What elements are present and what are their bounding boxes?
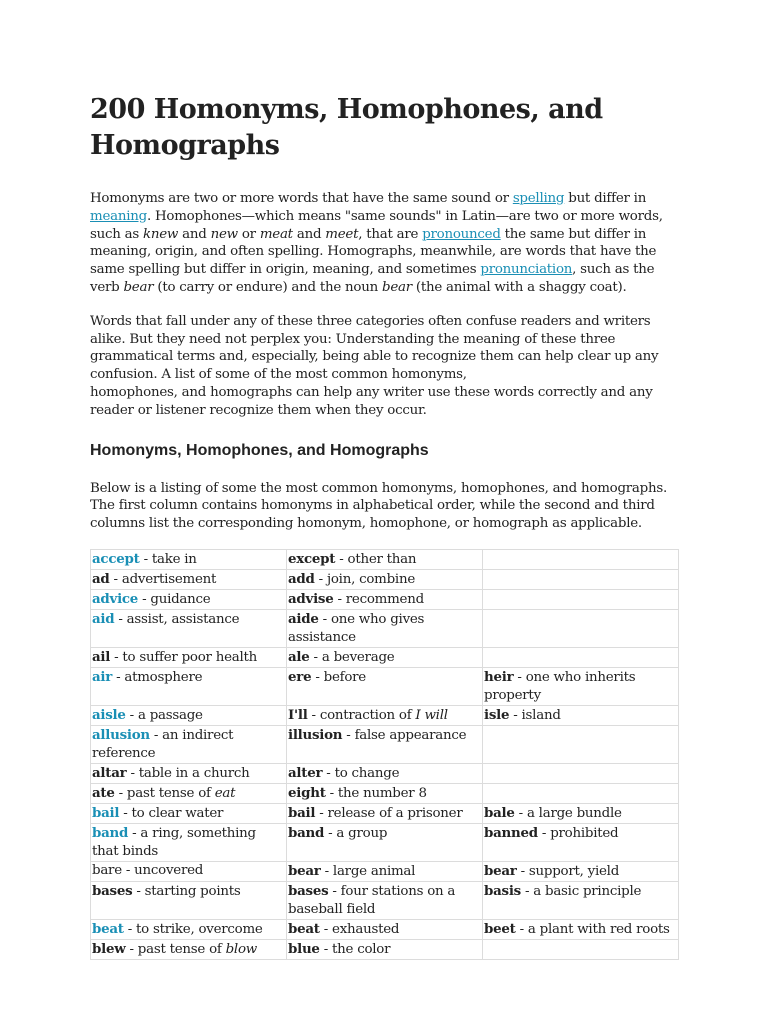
table-cell-col3 xyxy=(483,919,679,939)
table-cell-col1 xyxy=(91,667,287,705)
table-cell-col3 xyxy=(483,881,679,919)
term: banned xyxy=(484,824,538,841)
term: bail xyxy=(288,804,316,821)
table-cell-col3 xyxy=(483,705,679,725)
table-cell-col3 xyxy=(483,861,679,881)
table-row xyxy=(91,667,679,705)
definition: - to change xyxy=(322,765,400,781)
table-cell-col1 xyxy=(91,549,287,569)
definition-emphasis: I will xyxy=(415,707,448,723)
table-row xyxy=(91,725,679,763)
term: heir xyxy=(484,668,514,685)
definition: - large animal xyxy=(320,863,416,879)
table-cell-col2 xyxy=(287,647,483,667)
table-cell-col2 xyxy=(287,667,483,705)
table-row xyxy=(91,647,679,667)
definition: - to strike, overcome xyxy=(123,921,263,937)
table-cell-col2 xyxy=(287,609,483,647)
definition: - other than xyxy=(335,551,417,567)
table-cell-col1 xyxy=(91,609,287,647)
table-cell-col1 xyxy=(91,763,287,783)
term: eight xyxy=(288,784,326,801)
definition-emphasis: blow xyxy=(225,941,257,957)
table-cell-col2 xyxy=(287,939,483,959)
intro-paragraph-2: Words that fall under any of these three categories often confuse readers and writers alike. But they need not perplex you: Understanding the meaning of these three grammatical terms and, especially, being able to recognize them can help clear up any confusion. A list of some of the most common homonyms, homophones, and homographs can help any writer use these words correctly and any reader or listener recognize them when they occur. xyxy=(90,313,659,418)
definition: - the number 8 xyxy=(325,785,427,801)
definition: - four stations on a baseball field xyxy=(288,883,456,917)
definition: - starting points xyxy=(132,883,241,899)
table-cell-col3 xyxy=(483,803,679,823)
section-heading: Homonyms, Homophones, and Homographs xyxy=(90,441,429,459)
table-row xyxy=(91,939,679,959)
definition: - to suffer poor health xyxy=(110,649,258,665)
definition: - false appearance xyxy=(342,727,467,743)
table-cell-col1 xyxy=(91,569,287,589)
definition: - prohibited xyxy=(537,825,619,841)
term: I'll xyxy=(288,706,308,723)
term: altar xyxy=(92,764,127,781)
term: blew xyxy=(92,940,126,957)
term: aide xyxy=(288,610,319,627)
table-cell-col2 xyxy=(287,725,483,763)
definition: - an indirect reference xyxy=(92,727,234,761)
definition: - one who inherits property xyxy=(484,669,636,703)
definition: - atmosphere xyxy=(112,669,203,685)
term[interactable]: air xyxy=(92,668,113,685)
table-cell-col3 xyxy=(483,939,679,959)
definition: - contraction of xyxy=(307,707,416,723)
definition: - support, yield xyxy=(516,863,620,879)
table-cell-col3 xyxy=(483,823,679,861)
table-cell-col2 xyxy=(287,763,483,783)
definition: - a plant with red roots xyxy=(515,921,670,937)
table-cell-col2 xyxy=(287,823,483,861)
table-cell-col3 xyxy=(483,783,679,803)
definition: - a basic principle xyxy=(520,883,642,899)
table-cell-col2 xyxy=(287,783,483,803)
table-row xyxy=(91,569,679,589)
term: beet xyxy=(484,920,516,937)
table-row xyxy=(91,763,679,783)
table-cell-col2 xyxy=(287,861,483,881)
term: illusion xyxy=(288,726,343,743)
term[interactable]: accept xyxy=(92,550,140,567)
term: beat xyxy=(288,920,320,937)
term: add xyxy=(288,570,315,587)
term: basis xyxy=(484,882,521,899)
table-cell-col1 xyxy=(91,861,287,881)
table-cell-col2 xyxy=(287,803,483,823)
page-title: 200 Homonyms, Homophones, and Homographs xyxy=(90,94,603,161)
definition: - take in xyxy=(139,551,197,567)
table-cell-col3 xyxy=(483,609,679,647)
table-cell-col1 xyxy=(91,725,287,763)
table-row xyxy=(91,589,679,609)
table-cell-col1 xyxy=(91,783,287,803)
definition: - a beverage xyxy=(309,649,395,665)
definition-emphasis: eat xyxy=(214,785,236,801)
term: ale xyxy=(288,648,310,665)
table-cell-col3 xyxy=(483,569,679,589)
table-cell-col3 xyxy=(483,763,679,783)
definition: - join, combine xyxy=(314,571,415,587)
table-cell-col1 xyxy=(91,881,287,919)
term[interactable]: allusion xyxy=(92,726,150,743)
table-cell-col1 xyxy=(91,803,287,823)
definition: - the color xyxy=(319,941,391,957)
table-row xyxy=(91,705,679,725)
table-cell-col1 xyxy=(91,589,287,609)
term: ate xyxy=(92,784,115,801)
term: bear xyxy=(288,862,321,879)
definition: - a ring, something that binds xyxy=(92,825,256,859)
definition: - release of a prisoner xyxy=(315,805,463,821)
term[interactable]: bail xyxy=(92,804,120,821)
homonym-table xyxy=(90,549,679,960)
term: blue xyxy=(288,940,320,957)
term[interactable]: aisle xyxy=(92,706,126,723)
table-row xyxy=(91,823,679,861)
definition: - recommend xyxy=(333,591,424,607)
table-cell-col2 xyxy=(287,881,483,919)
definition: - advertisement xyxy=(109,571,217,587)
table-cell-col3 xyxy=(483,667,679,705)
term: advise xyxy=(288,590,334,607)
term: except xyxy=(288,550,336,567)
term[interactable]: aid xyxy=(92,610,115,627)
term: band xyxy=(288,824,325,841)
definition: - exhausted xyxy=(319,921,400,937)
definition: - a passage xyxy=(125,707,203,723)
table-row xyxy=(91,881,679,919)
table-cell-col2 xyxy=(287,919,483,939)
article xyxy=(90,92,680,960)
definition: - island xyxy=(509,707,561,723)
table-cell-col1 xyxy=(91,705,287,725)
table-intro: Below is a listing of some the most common homonyms, homophones, and homographs. The first column contains homonyms in alphabetical order, while the second and third columns list the corresponding homonym, homophone, or homograph as applicable. xyxy=(90,480,667,532)
table-cell-col2 xyxy=(287,589,483,609)
table-cell-col1 xyxy=(91,919,287,939)
link-spelling[interactable]: spelling xyxy=(512,191,565,206)
definition: - a group xyxy=(324,825,388,841)
term: bases xyxy=(288,882,329,899)
table-cell-col3 xyxy=(483,549,679,569)
definition: - a large bundle xyxy=(514,805,622,821)
table-row xyxy=(91,919,679,939)
term[interactable]: advice xyxy=(92,590,139,607)
table-cell-col3 xyxy=(483,589,679,609)
table-row xyxy=(91,783,679,803)
term[interactable]: band xyxy=(92,824,129,841)
term[interactable]: beat xyxy=(92,920,124,937)
table-row xyxy=(91,609,679,647)
link-pronunciation[interactable]: pronunciation xyxy=(480,262,573,278)
definition: - assist, assistance xyxy=(114,611,240,627)
table-cell-col2 xyxy=(287,569,483,589)
term: bale xyxy=(484,804,515,821)
table-row xyxy=(91,803,679,823)
definition: - past tense of xyxy=(125,941,226,957)
definition: - to clear water xyxy=(119,805,224,821)
term: bare - uncovered xyxy=(92,862,204,878)
table-cell-col1 xyxy=(91,823,287,861)
table-cell-col2 xyxy=(287,705,483,725)
term: bear xyxy=(484,862,517,879)
term: bases xyxy=(92,882,133,899)
table-row xyxy=(91,861,679,881)
table-cell-col2 xyxy=(287,549,483,569)
table-cell-col3 xyxy=(483,647,679,667)
table-cell-col3 xyxy=(483,725,679,763)
definition: - guidance xyxy=(138,591,211,607)
definition: - before xyxy=(311,669,366,685)
table-cell-col1 xyxy=(91,647,287,667)
term: isle xyxy=(484,706,510,723)
link-pronounced[interactable]: pronounced xyxy=(422,226,501,242)
link-meaning[interactable]: meaning xyxy=(90,208,147,224)
definition: - table in a church xyxy=(126,765,250,781)
term: alter xyxy=(288,764,323,781)
term: ere xyxy=(288,668,312,685)
term: ad xyxy=(92,570,110,587)
definition: - past tense of xyxy=(114,785,215,801)
table-cell-col1 xyxy=(91,939,287,959)
term: ail xyxy=(92,648,111,665)
table-row xyxy=(91,549,679,569)
intro-paragraph-1: Homonyms are two or more words that have the same sound or spelling but differ in meaning. Homophones—which means "same sounds" in Latin—are two or more words, such as knew and new or meat and meet, that are pronounced the same but differ in meaning, origin, and often spelling. Homographs, meanwhile, are words that have the same spelling but differ in origin, meaning, and sometimes pronunciation, such as the verb bear (to carry or endure) and the noun bear (the animal with a shaggy coat). xyxy=(90,191,663,295)
definition: - one who gives assistance xyxy=(288,611,425,645)
